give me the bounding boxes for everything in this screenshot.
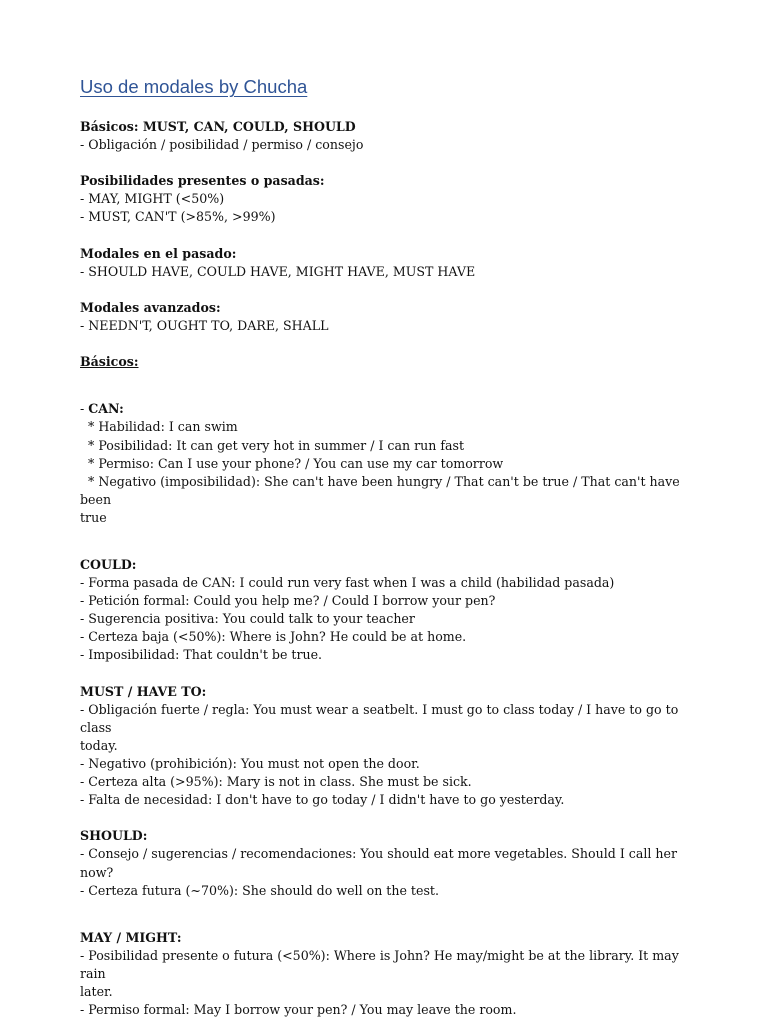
summary-basicos-heading: Básicos: MUST, CAN, COULD, SHOULD <box>80 119 356 134</box>
basicos-section-heading: Básicos: <box>80 354 139 370</box>
must-line: - Certeza alta (>95%): Mary is not in class. She must be sick. <box>80 774 472 790</box>
must-heading: MUST / HAVE TO: <box>80 683 207 699</box>
summary-basicos-line: - Obligación / posibilidad / permiso / consejo <box>80 137 364 153</box>
should-line: - Certeza futura (~70%): She should do well on the test. <box>80 882 439 898</box>
could-line: - Petición formal: Could you help me? / Could I borrow your pen? <box>80 593 496 609</box>
may-line: - Posibilidad presente o futura (<50%): Where is John? He may/might be at the library. It may rain <box>80 947 683 981</box>
should-heading: SHOULD: <box>80 828 148 844</box>
could-heading: COULD: <box>80 556 137 572</box>
may-heading: MAY / MIGHT: <box>80 929 182 945</box>
may-line: later. <box>80 984 113 1000</box>
can-heading-text: CAN: <box>88 401 124 417</box>
can-line: true <box>80 509 107 525</box>
can-line: * Negativo (imposibilidad): She can't have been hungry / That can't be true / That can't have been <box>80 473 684 507</box>
summary-pasado-heading: Modales en el pasado: <box>80 245 237 261</box>
could-section <box>80 556 692 665</box>
could-line: - Sugerencia positiva: You could talk to your teacher <box>80 611 415 627</box>
can-line: * Posibilidad: It can get very hot in summer / I can run fast <box>80 437 465 453</box>
could-line: - Forma pasada de CAN: I could run very fast when I was a child (habilidad pasada) <box>80 575 615 591</box>
summary-posibilidades-heading: Posibilidades presentes o pasadas: <box>80 173 325 189</box>
could-line: - Imposibilidad: That couldn't be true. <box>80 647 323 663</box>
can-line: * Permiso: Can I use your phone? / You can use my car tomorrow <box>80 455 504 471</box>
document-title: Uso de modales by Chucha <box>80 76 308 97</box>
may-line: - Permiso formal: May I borrow your pen? / You may leave the room. <box>80 1002 517 1018</box>
can-heading <box>80 400 692 418</box>
should-line: - Consejo / sugerencias / recomendaciones: You should eat more vegetables. Should I call her now? <box>80 846 682 880</box>
summary-avanzados-heading: Modales avanzados: <box>80 299 221 315</box>
should-section <box>80 827 692 899</box>
could-line: - Certeza baja (<50%): Where is John? He could be at home. <box>80 629 467 645</box>
summary-section <box>80 118 692 335</box>
can-section <box>80 400 692 527</box>
can-heading-prefix: - <box>80 401 89 417</box>
must-section <box>80 683 692 810</box>
must-line: - Negativo (prohibición): You must not open the door. <box>80 756 420 771</box>
summary-posibilidades-line: - MAY, MIGHT (<50%) <box>80 191 225 207</box>
must-line: - Obligación fuerte / regla: You must wear a seatbelt. I must go to class today / I have to go to class <box>80 701 683 735</box>
can-line: * Habilidad: I can swim <box>80 419 238 435</box>
must-line: today. <box>80 737 118 753</box>
summary-pasado-line: - SHOULD HAVE, COULD HAVE, MIGHT HAVE, MUST HAVE <box>80 263 476 279</box>
summary-posibilidades-line: - MUST, CAN'T (>85%, >99%) <box>80 209 276 225</box>
must-line: - Falta de necesidad: I don't have to go today / I didn't have to go yesterday. <box>80 792 565 808</box>
document-page <box>80 76 692 1019</box>
summary-avanzados-line: - NEEDN'T, OUGHT TO, DARE, SHALL <box>80 318 329 334</box>
may-section <box>80 929 692 1019</box>
